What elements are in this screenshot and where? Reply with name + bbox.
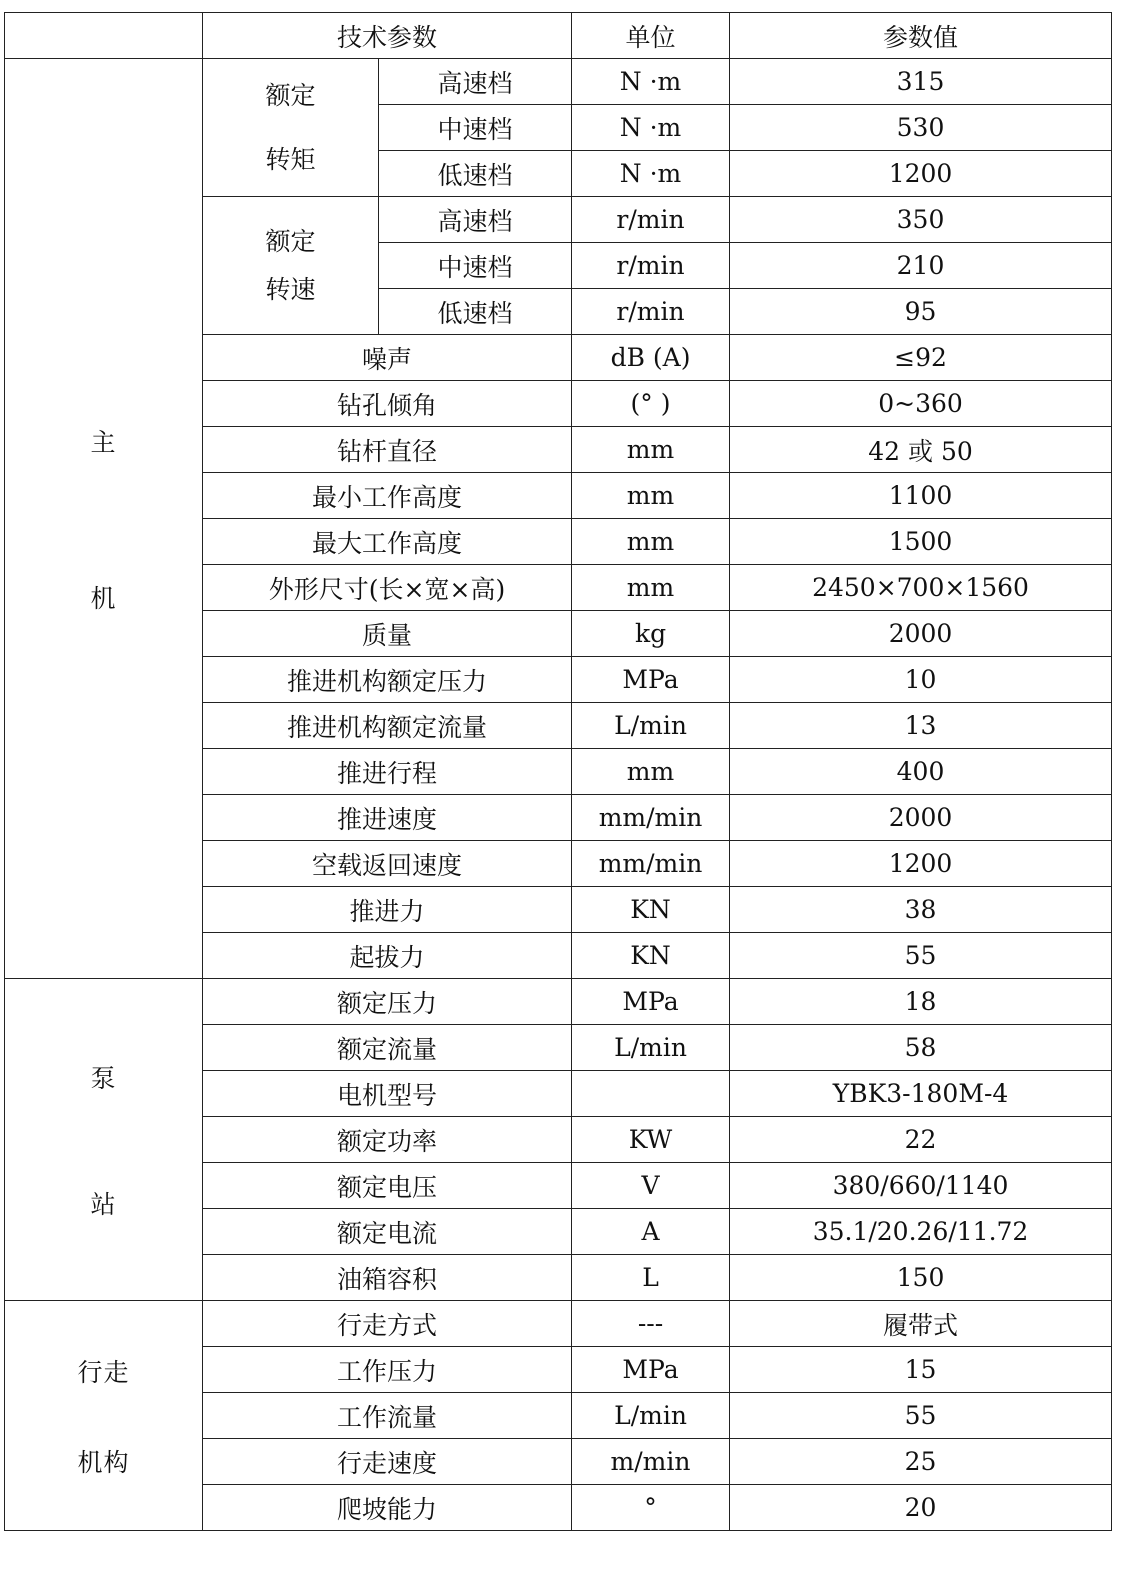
value-cell: 150 (730, 1255, 1112, 1301)
unit-cell: L/min (572, 703, 730, 749)
unit-cell: r/min (572, 243, 730, 289)
value-cell: 38 (730, 887, 1112, 933)
param-cell: 电机型号 (203, 1071, 572, 1117)
param-cell: 起拔力 (203, 933, 572, 979)
param-cell: 油箱容积 (203, 1255, 572, 1301)
group-label-line: 行走 (77, 1357, 130, 1387)
value-cell: 2450×700×1560 (730, 565, 1112, 611)
unit-cell: mm (572, 473, 730, 519)
value-cell: 55 (730, 933, 1112, 979)
unit-cell: L/min (572, 1393, 730, 1439)
param-cell: 推进机构额定压力 (203, 657, 572, 703)
value-cell: YBK3-180M-4 (730, 1071, 1112, 1117)
value-cell: 1200 (730, 151, 1112, 197)
param-cell: 推进机构额定流量 (203, 703, 572, 749)
unit-cell: L/min (572, 1025, 730, 1071)
unit-cell: MPa (572, 657, 730, 703)
param-cell: 推进行程 (203, 749, 572, 795)
unit-cell: mm (572, 427, 730, 473)
param-cell: 工作流量 (203, 1393, 572, 1439)
value-cell: 315 (730, 59, 1112, 105)
value-cell: 35.1/20.26/11.72 (730, 1209, 1112, 1255)
unit-cell: mm (572, 565, 730, 611)
header-corner (5, 13, 203, 59)
header-row (5, 13, 1112, 59)
unit-cell: KN (572, 933, 730, 979)
value-cell: 履带式 (730, 1301, 1112, 1347)
param-cell: 外形尺寸(长×宽×高) (203, 565, 572, 611)
unit-cell: N ·m (572, 105, 730, 151)
unit-cell: dB (A) (572, 335, 730, 381)
unit-cell: r/min (572, 289, 730, 335)
value-cell: 20 (730, 1485, 1112, 1531)
unit-cell: MPa (572, 979, 730, 1025)
unit-cell: r/min (572, 197, 730, 243)
header-value: 参数值 (730, 13, 1112, 59)
param-cell: 额定电压 (203, 1163, 572, 1209)
param-cell: 钻杆直径 (203, 427, 572, 473)
unit-cell: A (572, 1209, 730, 1255)
param-cell: 额定压力 (203, 979, 572, 1025)
value-cell: 350 (730, 197, 1112, 243)
param-cell: 高速档 (379, 197, 572, 243)
param-cell: 行走速度 (203, 1439, 572, 1485)
unit-cell: (° ) (572, 381, 730, 427)
value-cell: 0~360 (730, 381, 1112, 427)
value-cell: 1100 (730, 473, 1112, 519)
param-cell: 最大工作高度 (203, 519, 572, 565)
value-cell: 95 (730, 289, 1112, 335)
unit-cell: N ·m (572, 59, 730, 105)
value-cell: 2000 (730, 611, 1112, 657)
subgroup-rated-torque (203, 59, 379, 197)
spec-table (4, 12, 1112, 1531)
value-cell: 1200 (730, 841, 1112, 887)
group-travel-mechanism (5, 1301, 203, 1531)
unit-cell: V (572, 1163, 730, 1209)
param-cell: 最小工作高度 (203, 473, 572, 519)
unit-cell: N ·m (572, 151, 730, 197)
param-cell: 工作压力 (203, 1347, 572, 1393)
param-cell: 行走方式 (203, 1301, 572, 1347)
param-cell: 钻孔倾角 (203, 381, 572, 427)
value-cell: 42 或 50 (730, 427, 1112, 473)
param-cell: 中速档 (379, 105, 572, 151)
value-cell: 58 (730, 1025, 1112, 1071)
unit-cell: KN (572, 887, 730, 933)
header-param: 技术参数 (203, 13, 572, 59)
subgroup-rated-speed (203, 197, 379, 335)
unit-cell: MPa (572, 1347, 730, 1393)
unit-cell: mm/min (572, 795, 730, 841)
param-cell: 低速档 (379, 151, 572, 197)
value-cell: 400 (730, 749, 1112, 795)
unit-cell: mm (572, 519, 730, 565)
value-cell: 18 (730, 979, 1112, 1025)
value-cell: 10 (730, 657, 1112, 703)
unit-cell: mm/min (572, 841, 730, 887)
value-cell: 1500 (730, 519, 1112, 565)
value-cell: 25 (730, 1439, 1112, 1485)
unit-cell: kg (572, 611, 730, 657)
param-cell: 空载返回速度 (203, 841, 572, 887)
unit-cell: m/min (572, 1439, 730, 1485)
group-label-line: 泵 (90, 1063, 117, 1093)
subgroup-label-line: 转速 (265, 274, 316, 304)
header-unit: 单位 (572, 13, 730, 59)
value-cell: 13 (730, 703, 1112, 749)
param-cell: 爬坡能力 (203, 1485, 572, 1531)
value-cell: ≤92 (730, 335, 1112, 381)
value-cell: 15 (730, 1347, 1112, 1393)
value-cell: 22 (730, 1117, 1112, 1163)
value-cell: 380/660/1140 (730, 1163, 1112, 1209)
param-cell: 额定功率 (203, 1117, 572, 1163)
table-row (5, 59, 1112, 105)
param-cell: 中速档 (379, 243, 572, 289)
value-cell: 2000 (730, 795, 1112, 841)
group-label-line: 机 (90, 583, 117, 613)
subgroup-label-line: 额定 (265, 226, 316, 256)
table-row (5, 1301, 1112, 1347)
group-main-unit (5, 59, 203, 979)
unit-cell: ° (572, 1485, 730, 1531)
param-cell: 噪声 (203, 335, 572, 381)
param-cell: 推进速度 (203, 795, 572, 841)
group-label-line: 机构 (77, 1447, 130, 1477)
param-cell: 推进力 (203, 887, 572, 933)
unit-cell: KW (572, 1117, 730, 1163)
unit-cell (572, 1071, 730, 1117)
param-cell: 高速档 (379, 59, 572, 105)
subgroup-label-line: 转矩 (265, 144, 316, 174)
value-cell: 55 (730, 1393, 1112, 1439)
value-cell: 210 (730, 243, 1112, 289)
group-label-line: 主 (90, 427, 117, 457)
value-cell: 530 (730, 105, 1112, 151)
group-pump-station (5, 979, 203, 1301)
unit-cell: --- (572, 1301, 730, 1347)
table-row (5, 979, 1112, 1025)
param-cell: 低速档 (379, 289, 572, 335)
unit-cell: L (572, 1255, 730, 1301)
param-cell: 质量 (203, 611, 572, 657)
unit-cell: mm (572, 749, 730, 795)
param-cell: 额定流量 (203, 1025, 572, 1071)
subgroup-label-line: 额定 (265, 80, 316, 110)
param-cell: 额定电流 (203, 1209, 572, 1255)
group-label-line: 站 (90, 1189, 117, 1219)
